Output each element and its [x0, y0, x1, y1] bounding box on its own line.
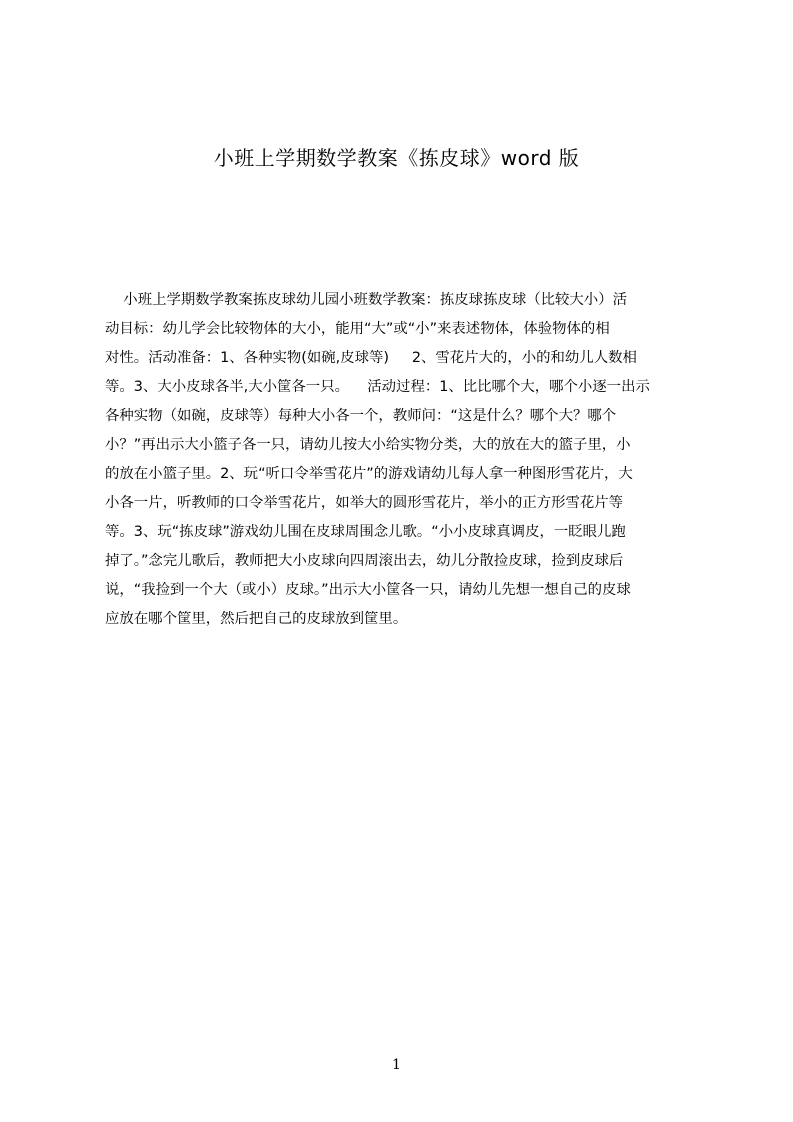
body-line: 掉了。”念完儿歌后，教师把大小皮球向四周滚出去，幼儿分散捡皮球，捡到皮球后 — [105, 553, 624, 569]
body-line: 各种实物（如碗，皮球等）每种大小各一个，教师问：“这是什么？哪个大？哪个 — [105, 408, 617, 424]
body-line: 的放在小篮子里。2、玩“听口令举雪花片”的游戏请幼儿每人拿一种图形雪花片，大 — [105, 466, 633, 482]
document-title: 小班上学期数学教案《拣皮球》word 版 — [213, 146, 580, 170]
body-line: 对性。活动准备：1、各种实物(如碗,皮球等) 2、雪花片大的，小的和幼儿人数相 — [105, 350, 637, 366]
body-line: 小班上学期数学教案拣皮球幼儿园小班数学教案：拣皮球拣皮球（比较大小）活 — [105, 292, 627, 308]
body-line: 动目标：幼儿学会比较物体的大小，能用“大”或“小”来表述物体，体验物体的相 — [105, 321, 610, 337]
page-number: 1 — [392, 1057, 401, 1073]
document-body — [105, 286, 699, 626]
body-line: 小？”再出示大小篮子各一只，请幼儿按大小给实物分类，大的放在大的篮子里，小 — [105, 437, 631, 453]
body-line: 小各一片，听教师的口令举雪花片，如举大的圆形雪花片，举小的正方形雪花片等 — [105, 495, 624, 511]
body-line: 应放在哪个筐里，然后把自己的皮球放到筐里。 — [105, 611, 408, 626]
body-line: 说，“我捡到一个大（或小）皮球。”出示大小筐各一只，请幼儿先想一想自己的皮球 — [105, 582, 631, 598]
body-line: 等。3、大小皮球各半,大小筐各一只。 活动过程：1、比比哪个大，哪个小逐一出示 — [105, 379, 650, 395]
body-line: 等。3、玩“拣皮球”游戏幼儿围在皮球周围念儿歌。“小小皮球真调皮，一眨眼儿跑 — [105, 524, 626, 540]
